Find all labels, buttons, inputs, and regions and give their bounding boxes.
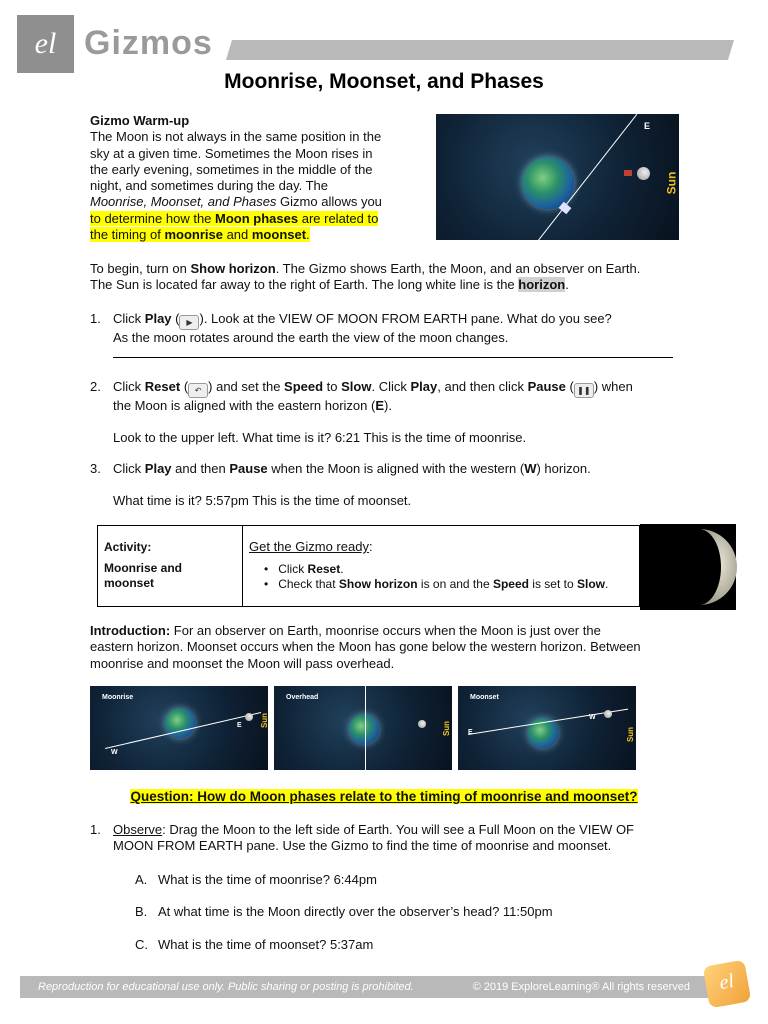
q1a-answer: What is the time of moonrise? 6:44pm (158, 872, 377, 887)
earth-icon (522, 157, 574, 209)
panel-label: Overhead (286, 694, 319, 701)
warmup-highlight: to determine how the Moon phases are related to (90, 210, 379, 226)
step-1-answer: As the moon rotates around the earth the view of the moon changes. (113, 330, 509, 345)
q1-number: 1. (90, 822, 101, 837)
play-icon: ▶ (179, 315, 199, 330)
activity-bullets: • Click Reset. • Check that Show horizon is on and the Speed is set to Slow. (264, 562, 609, 591)
footer-logo: el (703, 960, 752, 1009)
moonrise-panel (90, 686, 268, 770)
q1c-answer: What is the time of moonset? 5:37am (158, 937, 374, 952)
warmup-text: the early evening, sometimes in the middle of the (90, 161, 373, 177)
intro-paragraph: To begin, turn on Show horizon. The Gizmo shows Earth, the Moon, and an observer on Earth. The Sun is located far away to the right of Earth. The long white line is the horizon. (90, 261, 641, 293)
warmup-text: night, and sometimes during the day. The (90, 178, 328, 194)
sun-label: Sun (626, 726, 636, 743)
pause-icon: ❚❚ (574, 383, 594, 398)
moonset-panel (458, 686, 636, 770)
page-title: Moonrise, Moonset, and Phases (224, 70, 544, 93)
warmup-highlight: the timing of moonrise and moonset. (90, 227, 310, 243)
header-bar (226, 40, 734, 60)
activity-table (97, 525, 640, 607)
west-label: W (589, 714, 596, 721)
explorelearning-logo: el (17, 15, 74, 73)
east-label: E (644, 121, 651, 131)
step-1-number: 1. (90, 311, 101, 326)
west-label: W (111, 749, 118, 756)
east-label: E (468, 729, 473, 736)
sun-label: Sun (664, 171, 679, 195)
warmup-text: The Moon is not always in the same position in the (90, 129, 382, 145)
gizmo-ready-heading: Get the Gizmo ready: (249, 539, 373, 554)
panel-label: Moonrise (102, 694, 134, 701)
step-2-number: 2. (90, 379, 101, 394)
moon-icon (637, 167, 650, 180)
gizmos-brand: Gizmos (84, 24, 213, 62)
observer-icon (624, 170, 632, 176)
reset-icon: ↶ (188, 383, 208, 398)
step-1: Click Play ( ▶ ). Look at the VIEW OF MOON FROM EARTH pane. What do you see? As the moon rotates around the earth the view of the moon changes. (113, 311, 683, 346)
moon-icon (245, 713, 253, 721)
crescent-moon-icon (641, 525, 735, 609)
step-2-answer: Look to the upper left. What time is it? 6:21 This is the time of moonrise. (113, 430, 527, 446)
step-3: Click Play and then Pause when the Moon is aligned with the western (W) horizon. What time is it? 5:57pm This is the time of moonset. (113, 461, 683, 510)
footer-disclaimer: Reproduction for educational use only. Public sharing or posting is prohibited. (38, 981, 414, 993)
step-3-number: 3. (90, 461, 101, 476)
overhead-panel (274, 686, 452, 770)
introduction-paragraph: Introduction: For an observer on Earth, moonrise occurs when the Moon is just over the eastern horizon. Moonset occurs when the Moon has gone below the western horizon. Between moonrise and moonset the Moon will pass overhead. (90, 623, 641, 671)
warmup-text: Moonrise, Moonset, and Phases Gizmo allows you (90, 194, 382, 210)
earth-icon (349, 714, 379, 744)
moon-icon (418, 720, 426, 728)
gizmo-earth-image (436, 114, 679, 240)
activity-label-cell (98, 526, 243, 606)
activity-label: Activity: (104, 540, 152, 554)
q1b-label: B. (135, 904, 148, 919)
sun-label: Sun (260, 712, 270, 729)
step-3-answer: What time is it? 5:57pm This is the time of moonset. (113, 493, 412, 509)
moon-phase-image (640, 524, 736, 610)
panel-label: Moonset (470, 694, 499, 701)
answer-line (113, 357, 673, 358)
sun-label: Sun (442, 720, 452, 737)
question-banner (0, 789, 768, 804)
footer-copyright: © 2019 ExploreLearning® All rights reserved (472, 981, 690, 993)
warmup-text: sky at a given time. Sometimes the Moon rises in (90, 145, 373, 161)
q1c-label: C. (135, 937, 148, 952)
horizon-line (365, 686, 366, 770)
footer-bar (20, 976, 720, 998)
q1-observe: Observe: Drag the Moon to the left side of Earth. You will see a Full Moon on the VIEW OF MOON FROM EARTH pane. Use the Gizmo to find the time of moonrise and moonset. (113, 822, 634, 854)
east-label: E (237, 722, 242, 729)
question-text: Question: How do Moon phases relate to the timing of moonrise and moonset? (130, 789, 638, 804)
activity-name: Moonrise and moonset (104, 561, 183, 590)
moon-icon (604, 710, 612, 718)
warmup-section (90, 113, 430, 243)
warmup-heading: Gizmo Warm-up (90, 113, 190, 128)
step-2: Click Reset ( ↶ ) and set the Speed to Slow. Click Play, and then click Pause ( ❚❚ ) when the Moon is aligned with the eastern horizon (E). Look to the upper left. What time is it? 6:21 This is the time of moonrise. (113, 379, 683, 447)
q1b-answer: At what time is the Moon directly over the observer’s head? 11:50pm (158, 904, 553, 919)
q1a-label: A. (135, 872, 148, 887)
